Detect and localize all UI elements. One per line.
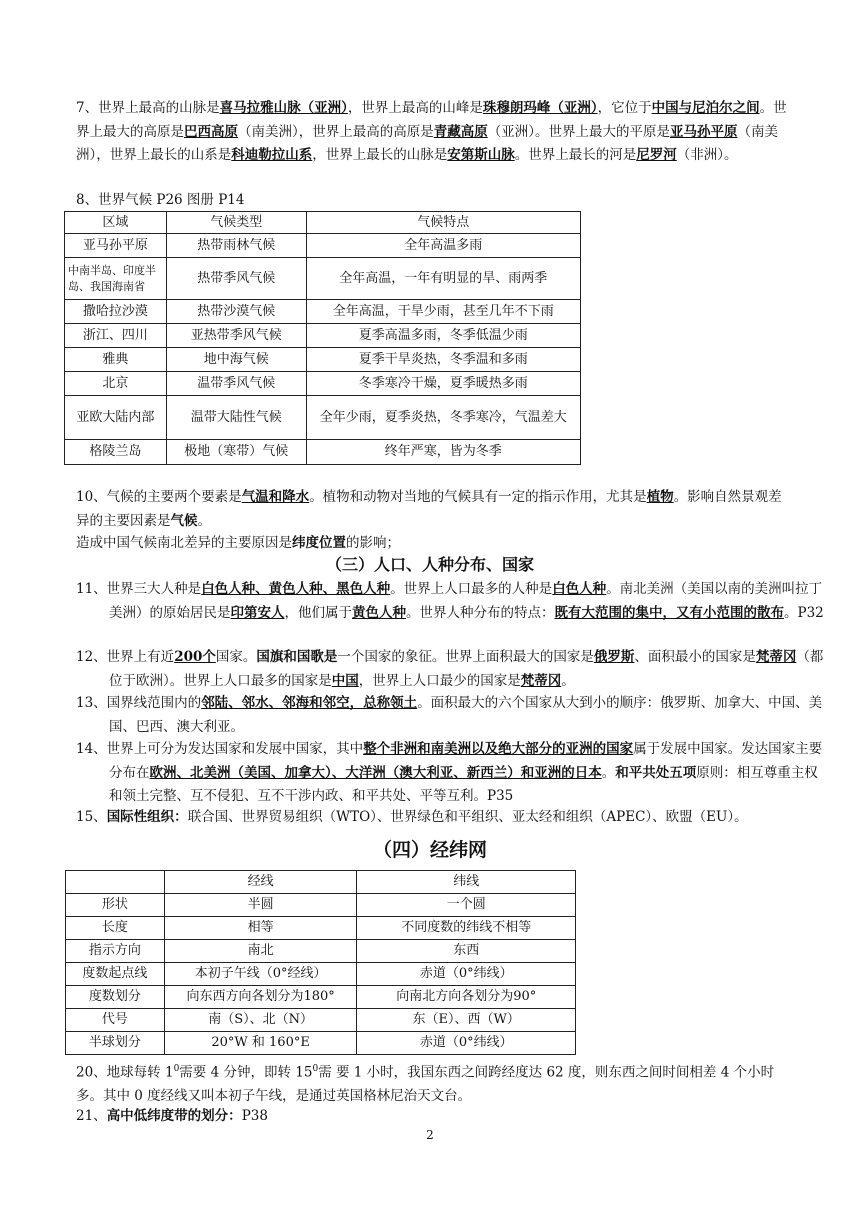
latitude-cell: 东西 [357, 940, 576, 963]
text: 15、 [76, 809, 107, 825]
text: 21、 [76, 1108, 107, 1124]
key-term: 白色人种 [552, 581, 607, 597]
text: （南美洲），世界上最高的高原是 [238, 123, 434, 140]
table-row [66, 963, 576, 986]
key-term: 气候 [170, 512, 198, 529]
climate-type-cell: 热带季风气候 [166, 258, 306, 300]
column-header [66, 871, 165, 894]
text: （都位于欧洲）。世界上人口最多的国家是 [109, 649, 824, 689]
text: 需要 4 分钟，即转 15 [179, 1064, 313, 1081]
text: 。面积最大的六个国家从大到小的顺序：俄罗斯、加拿大、中国、美国、巴西、澳大利亚。 [109, 695, 823, 735]
latitude-cell: 一个圆 [357, 894, 576, 917]
climate-feature-cell: 冬季寒冷干燥，夏季暖热多雨 [306, 372, 580, 396]
table-row [65, 234, 581, 258]
section-heading-3: （三）人口、人种分布、国家 [325, 555, 534, 574]
key-term: 高中低纬度带的划分： [106, 1108, 242, 1124]
key-term: 邻陆、邻水、邻海和邻空，总称领土 [201, 695, 418, 711]
row-label-cell: 长度 [66, 917, 165, 940]
table-row [66, 1032, 576, 1055]
table-row [65, 324, 581, 348]
key-term: 中国 [331, 672, 359, 689]
row-label-cell: 代号 [66, 1009, 165, 1032]
region-cell: 撒哈拉沙漠 [65, 300, 167, 324]
climate-table [64, 211, 581, 465]
text: ，他们属于 [284, 604, 352, 621]
text: 国家。 [215, 649, 257, 665]
region-cell: 雅典 [65, 348, 167, 372]
text: 的影响； [346, 535, 400, 551]
column-header: 经线 [164, 871, 357, 894]
key-term: 安第斯山脉 [447, 147, 515, 163]
text: 、面积最小的国家是 [634, 649, 756, 665]
region-cell: 亚欧大陆内部 [65, 396, 167, 440]
longitude-cell: 南北 [164, 940, 357, 963]
table-row [66, 917, 576, 940]
region-cell: 格陵兰岛 [65, 440, 167, 465]
text: 一个国家的象征。世界上面积最大的国家是 [337, 649, 594, 665]
key-term: 白色人种、黄色人种、黑色人种 [201, 581, 391, 597]
climate-feature-cell: 全年高温多雨 [306, 234, 580, 258]
key-term: 珠穆朗玛峰（亚洲） [482, 100, 598, 116]
text: 原则：相互尊重主权和领土完整、互不侵犯、互不干涉内政、和平共处、平等互利。P35 [109, 764, 818, 804]
text: ，世界上最长的山脉是 [312, 147, 448, 163]
paragraph-12 [76, 646, 825, 693]
text: （亚洲）。世界上最大的平原是 [487, 123, 670, 140]
paragraph-13 [76, 692, 825, 739]
text: 联合国、世界贸易组织（WTO）、世界绿色和平组织、亚太经和组织（APEC）、欧盟（EU）。 [187, 809, 748, 825]
key-term: 黄色人种 [352, 604, 406, 621]
section-heading-4: （四）经纬网 [372, 839, 487, 861]
longitude-cell: 20°W 和 160°E [164, 1032, 357, 1055]
table-row [66, 986, 576, 1009]
climate-type-cell: 极地（寒带）气候 [166, 440, 306, 465]
latitude-cell: 向南北方向各划分为90° [357, 986, 576, 1009]
key-term: 亚马孙平原 [670, 123, 738, 140]
latitude-longitude-table [65, 870, 576, 1055]
region-cell: 亚马孙平原 [65, 234, 167, 258]
text: 属于发展中国家。发达国家主要分布在 [109, 741, 823, 781]
text: 。 [601, 764, 616, 781]
text: 。世界上最长的河是 [514, 147, 637, 163]
column-header: 气候类型 [166, 212, 306, 234]
climate-type-cell: 热带雨林气候 [166, 234, 306, 258]
text: 。 [197, 512, 211, 529]
paragraph-7 [76, 97, 792, 168]
region-cell: 浙江、四川 [65, 324, 167, 348]
climate-feature-cell: 终年严寒，皆为冬季 [306, 440, 580, 465]
table-row [66, 894, 576, 917]
table-row [65, 396, 581, 440]
key-term: 国际性组织： [106, 809, 188, 825]
text: 需 要 1 小时，我国东西之间跨经度达 62 度，则东西之间时间相差 4 个小时多。其中 0 度经线又叫本初子午线，是通过英国格林尼治天文台。 [76, 1064, 775, 1104]
text: 。影响自然景观差异的主要因素是 [76, 489, 782, 529]
key-term: 尼罗河 [636, 147, 677, 163]
key-term: 巴西高原 [184, 123, 238, 140]
text: 7、世界上最高的山脉是 [76, 100, 220, 116]
table-row [65, 372, 581, 396]
longitude-cell: 南（S）、北（N） [164, 1009, 357, 1032]
text: P38 [241, 1108, 268, 1124]
text: 。世界人种分布的特点： [406, 604, 555, 621]
climate-type-cell: 地中海气候 [166, 348, 306, 372]
text: 14、世界上可分为发达国家和发展中国家，其中 [76, 741, 364, 757]
paragraph-8: 8、世界气候 P26 图册 P14 [76, 192, 245, 208]
climate-feature-cell: 全年少雨，夏季炎热，冬季寒冷，气温差大 [306, 396, 580, 440]
climate-type-cell: 温带大陆性气候 [166, 396, 306, 440]
key-term: 气温和降水 [241, 489, 310, 505]
latitude-cell: 不同度数的纬线不相等 [357, 917, 576, 940]
text: 11、世界三大人种是 [76, 581, 202, 597]
latitude-cell: 赤道（0°纬线） [357, 963, 576, 986]
key-term: 整个非洲和南美洲以及绝大部分的亚洲的国家 [363, 741, 634, 757]
key-term: 俄罗斯 [593, 649, 635, 665]
key-term: 欧洲、北美洲（美国、加拿大）、大洋洲（澳大利亚、新西兰）和亚洲的日本 [149, 764, 602, 781]
paragraph-11 [76, 578, 825, 625]
table-row [66, 940, 576, 963]
latitude-cell: 赤道（0°纬线） [357, 1032, 576, 1055]
text: 。世界上人口最多的人种是 [390, 581, 553, 597]
text: （南美洲），世界上最长的山系是 [76, 123, 778, 163]
text: 造成中国气候南北差异的主要原因是 [76, 535, 292, 551]
climate-feature-cell: 全年高温，干旱少雨，甚至几年不下雨 [306, 300, 580, 324]
text: （非洲）。 [676, 147, 738, 163]
row-label-cell: 指示方向 [66, 940, 165, 963]
key-term: 和平共处五项 [615, 764, 697, 781]
key-term: 梵蒂冈 [520, 672, 562, 689]
climate-feature-cell: 夏季干旱炎热，冬季温和多雨 [306, 348, 580, 372]
paragraph-10b [76, 532, 792, 556]
column-header: 纬线 [357, 871, 576, 894]
longitude-cell: 向东西方向各划分为180° [164, 986, 357, 1009]
climate-feature-cell: 夏季高温多雨，冬季低温少雨 [306, 324, 580, 348]
region-cell: 北京 [65, 372, 167, 396]
table-row [65, 300, 581, 324]
region-cell: 中南半岛、印度半岛、我国海南省 [65, 258, 167, 300]
text: 10、气候的主要两个要素是 [76, 489, 242, 505]
table-row [65, 348, 581, 372]
paragraph-10 [76, 486, 792, 533]
text: ，世界上人口最少的国家是 [358, 672, 521, 689]
row-label-cell: 度数划分 [66, 986, 165, 1009]
key-term: 梵蒂冈 [755, 649, 797, 665]
column-header: 区域 [65, 212, 167, 234]
text: 12、世界上有近 [76, 649, 175, 665]
text: 13、国界线范围内的 [76, 695, 202, 711]
key-term: 国旗和国歌是 [256, 649, 338, 665]
key-term: 既有大范围的集中，又有小范围的散布 [554, 604, 784, 621]
row-label-cell: 度数起点线 [66, 963, 165, 986]
key-term: 纬度位置 [292, 535, 346, 551]
latitude-cell: 东（E）、西（W） [357, 1009, 576, 1032]
paragraph-14 [76, 738, 825, 809]
longitude-cell: 本初子午线（0°经线） [164, 963, 357, 986]
climate-type-cell: 亚热带季风气候 [166, 324, 306, 348]
text: 。南北美洲（美国以南的美洲叫拉丁美洲）的原始居民是 [109, 581, 823, 621]
key-term: 青藏高原 [433, 123, 488, 140]
text: 。世界上最大的高原是 [76, 100, 787, 140]
paragraph-15 [76, 806, 825, 830]
text: 。P32 [784, 604, 824, 621]
longitude-cell: 相等 [164, 917, 357, 940]
text: 20、地球每转 1 [76, 1064, 174, 1081]
table-row [65, 258, 581, 300]
key-term: 植物 [646, 489, 674, 505]
page-number: 2 [426, 1128, 434, 1142]
text: ，世界上最高的山峰是 [347, 100, 483, 116]
superscript: 0 [173, 1064, 180, 1074]
table-header-row [66, 871, 576, 894]
text: 。植物和动物对当地的气候具有一定的指示作用，尤其是 [309, 489, 647, 505]
table-row [65, 440, 581, 465]
table-header-row [65, 212, 581, 234]
paragraph-21 [76, 1105, 792, 1129]
climate-type-cell: 热带沙漠气候 [166, 300, 306, 324]
superscript: 0 [312, 1064, 319, 1074]
row-label-cell: 半球划分 [66, 1032, 165, 1055]
longitude-cell: 半圆 [164, 894, 357, 917]
text: 。 [561, 672, 575, 689]
table-row [66, 1009, 576, 1032]
climate-type-cell: 温带季风气候 [166, 372, 306, 396]
key-term: 200个 [174, 649, 216, 665]
paragraph-20 [76, 1058, 792, 1109]
key-term: 印第安人 [230, 604, 285, 621]
column-header: 气候特点 [306, 212, 580, 234]
climate-feature-cell: 全年高温，一年有明显的旱、雨两季 [306, 258, 580, 300]
key-term: 科迪勒拉山系 [231, 147, 313, 163]
key-term: 中国与尼泊尔之间 [651, 100, 760, 116]
row-label-cell: 形状 [66, 894, 165, 917]
key-term: 喜马拉雅山脉（亚洲） [219, 100, 348, 116]
text: ，它位于 [597, 100, 652, 116]
